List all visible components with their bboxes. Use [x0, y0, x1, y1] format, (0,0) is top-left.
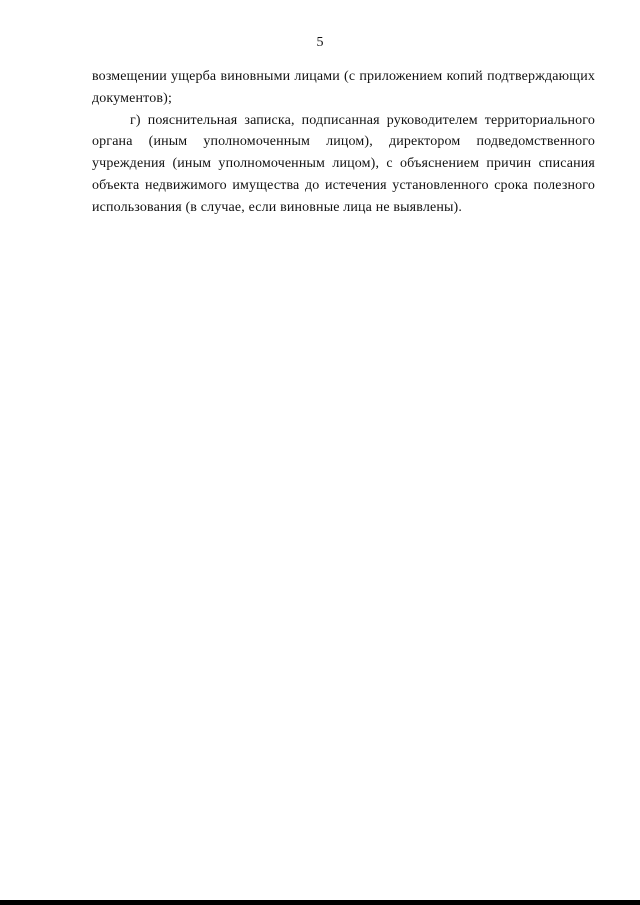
document-body [92, 66, 595, 219]
page-number: 5 [316, 35, 324, 50]
paragraph-continuation: возмещении ущерба виновными лицами (с приложением копий подтверждающих документов); [92, 69, 595, 106]
paragraph-item-g: г) пояснительная записка, подписанная руководителем территориального органа (иным уполномоченным лицом), директором подведомственного учреждения (иным уполномоченным лицом), с объяснением причин списания объекта недвижимого имущества до истечения установленного срока полезного использования (в случае, если виновные лица не выявлены). [92, 112, 595, 215]
scan-bottom-edge [0, 900, 640, 905]
